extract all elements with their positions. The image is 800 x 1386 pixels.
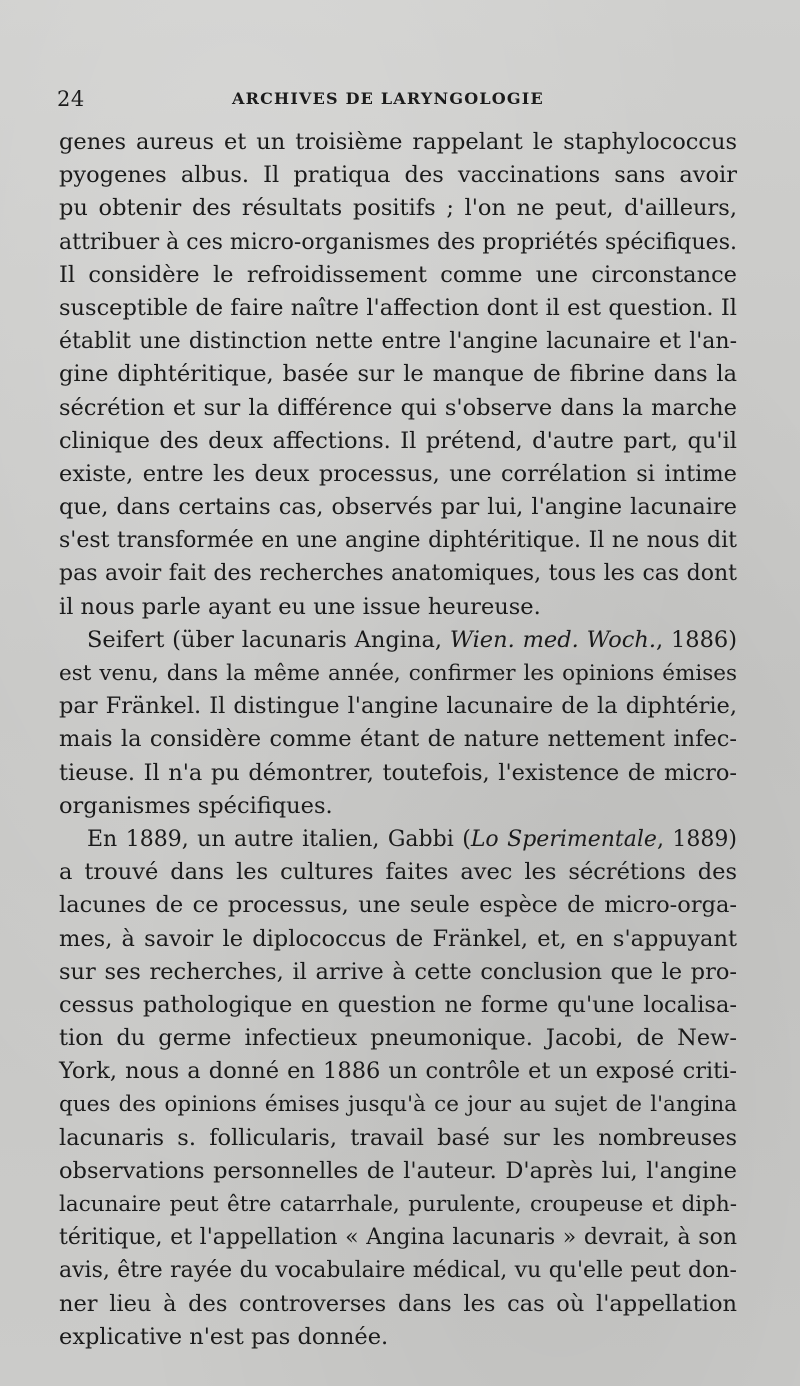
page-header [57, 87, 677, 117]
text-line: susceptible de faire naître l'affection dont il est question. Il [59, 294, 737, 321]
text-line: sur ses recherches, il arrive à cette conclusion que le pro- [59, 958, 737, 985]
text-line: téritique, et l'appellation « Angina lacunaris » devrait, à son [59, 1225, 737, 1251]
text-line: tieuse. Il n'a pu démontrer, toutefois, l'existence de micro- [59, 759, 737, 786]
text-line: mes, à savoir le diplococcus de Fränkel, et, en s'appuyant [59, 925, 737, 952]
text-line: il nous parle ayant eu une issue heureuse. [59, 593, 541, 620]
text-line: est venu, dans la même année, confirmer les opinions émises [59, 661, 737, 686]
text-line: observations personnelles de l'auteur. D'après lui, l'angine [59, 1157, 737, 1184]
seifert-reference: Wien. med. Woch. [449, 626, 656, 653]
text-line: cessus pathologique en question ne forme qu'une localisa- [59, 991, 737, 1018]
text-line: s'est transformée en une angine diphtéritique. Il ne nous dit [59, 528, 737, 554]
text-line: explicative n'est pas donnée. [59, 1323, 389, 1350]
text-line: que, dans certains cas, observés par lui, l'angine lacunaire [59, 494, 737, 521]
text-line: York, nous a donné en 1886 un contrôle et un exposé criti- [59, 1058, 737, 1085]
page-number: 24 [57, 87, 85, 111]
text-line: mais la considère comme étant de nature nettement infec- [59, 726, 737, 753]
text-line: avis, être rayée du vocabulaire médical, vu qu'elle peut don- [59, 1258, 737, 1284]
gabbi-reference-tail: , 1889) [656, 826, 737, 852]
seifert-reference-tail: , 1886) [655, 626, 737, 653]
gabbi-reference: Lo Sperimentale [470, 826, 657, 852]
text-line: gine diphtéritique, basée sur le manque de fibrine dans la [59, 361, 737, 388]
text-line: par Fränkel. Il distingue l'angine lacunaire de la diphtérie, [59, 693, 737, 720]
text-line: lacunes de ce processus, une seule espèce de micro-orga- [59, 892, 737, 919]
text-line: sécrétion et sur la différence qui s'observe dans la marche [59, 394, 737, 421]
text-line: lacunaris s. follicularis, travail basé sur les nombreuses [59, 1124, 737, 1151]
text-line: pu obtenir des résultats positifs ; l'on ne peut, d'ailleurs, [59, 195, 737, 222]
text-line: pas avoir fait des recherches anatomiques, tous les cas dont [59, 561, 737, 587]
text-line: Il considère le refroidissement comme une circonstance [59, 261, 737, 288]
text-line: ques des opinions émises jusqu'à ce jour au sujet de l'angina [59, 1092, 737, 1118]
text-line: a trouvé dans les cultures faites avec les sécrétions des [59, 859, 737, 886]
text-line: lacunaire peut être catarrhale, purulente, croupeuse et diph- [59, 1192, 737, 1217]
text-line: existe, entre les deux processus, une corrélation si intime [59, 460, 737, 487]
text-line-gabbi [59, 823, 737, 856]
text-line: clinique des deux affections. Il prétend, d'autre part, qu'il [59, 427, 737, 454]
text-line: genes aureus et un troisième rappelant le staphylococcus [59, 129, 737, 155]
gabbi-intro: En 1889, un autre italien, Gabbi ( [87, 826, 471, 852]
text-line-seifert [59, 624, 737, 657]
text-line: pyogenes albus. Il pratiqua des vaccinations sans avoir [59, 162, 737, 189]
running-head: ARCHIVES DE LARYNGOLOGIE [232, 89, 544, 108]
text-line: attribuer à ces micro-organismes des propriétés spécifiques. [59, 229, 737, 255]
seifert-intro: Seifert (über lacunaris Angina, [87, 626, 450, 653]
text-line: organismes spécifiques. [59, 792, 333, 819]
text-line: ner lieu à des controverses dans les cas où l'appellation [59, 1290, 737, 1317]
text-line: établit une distinction nette entre l'angine lacunaire et l'an- [59, 329, 737, 355]
body-text [59, 126, 737, 1354]
text-line: tion du germe infectieux pneumonique. Jacobi, de New- [59, 1025, 737, 1052]
